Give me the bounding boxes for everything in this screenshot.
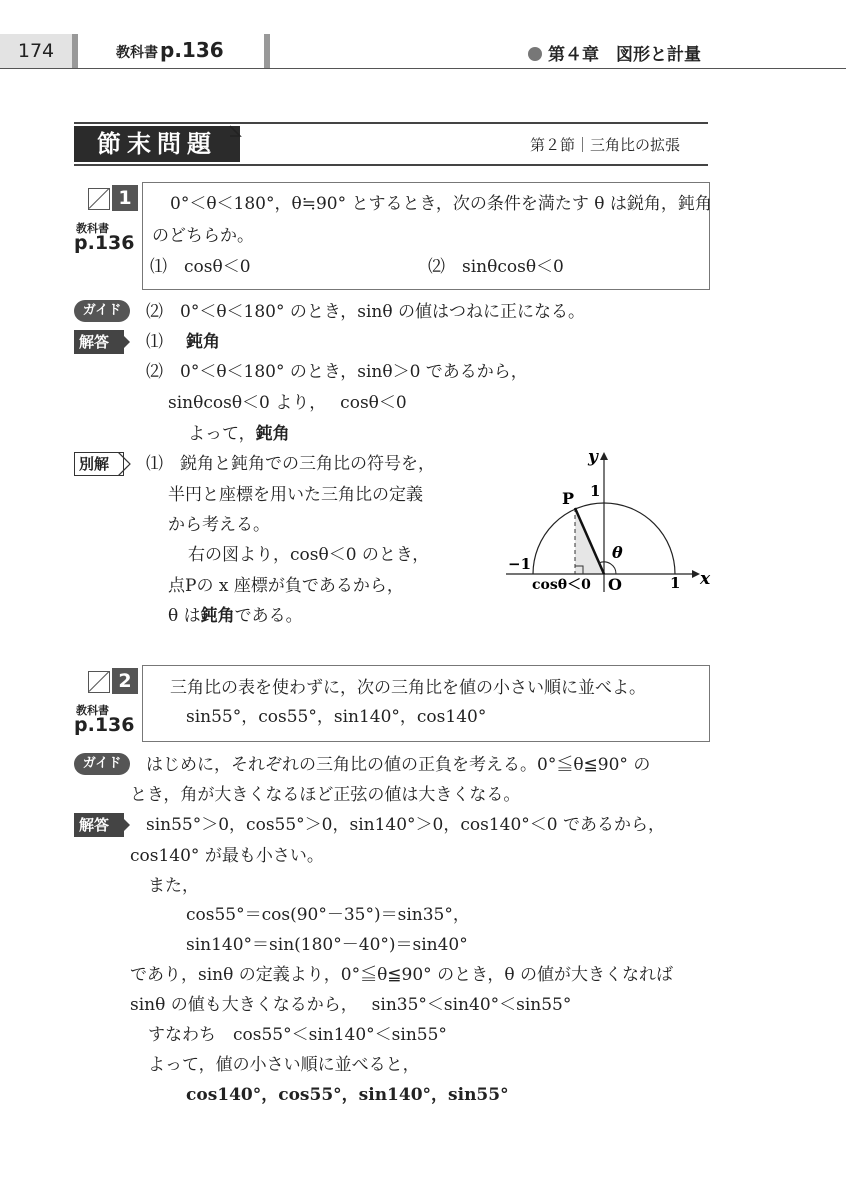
- answer-text: sin55°＞0，cos55°＞0，sin140°＞0，cos140°＜0 であるから，: [146, 815, 666, 835]
- answer-text: cos140° が最も小さい。: [130, 846, 324, 866]
- section-title: 節末問題: [97, 130, 217, 158]
- question-item: ⑵ sinθcosθ＜0: [428, 257, 564, 277]
- bullet-icon: [528, 47, 542, 61]
- question-text: のどちらか。: [152, 226, 254, 246]
- alt-text: ⑴ 鋭角と鈍角での三角比の符号を，: [146, 454, 435, 474]
- answer-text: ⑵ 0°＜θ＜180° のとき，sinθ＞0 であるから，: [146, 362, 528, 382]
- answer-text: また，: [148, 876, 199, 896]
- answer-text: sinθcosθ＜0 より， cosθ＜0: [168, 393, 407, 413]
- question-text: 三角比の表を使わずに，次の三角比を値の小さい順に並べよ。: [170, 678, 646, 698]
- header-divider: [264, 34, 270, 68]
- guide-text: はじめに，それぞれの三角比の値の正負を考える。0°≦θ≦90° の: [146, 755, 651, 775]
- answer-text: すなわち cos55°＜sin140°＜sin55°: [148, 1025, 447, 1045]
- section-title-box: [74, 126, 240, 162]
- checkbox-icon: [88, 188, 110, 210]
- section-rule-bottom: [74, 164, 708, 166]
- guide-badge: ガイド: [74, 300, 130, 322]
- unit-semicircle-figure: [500, 446, 714, 596]
- alt-text: 半円と座標を用いた三角比の定義: [168, 485, 423, 505]
- label-one-top: 1: [590, 482, 601, 500]
- problem-number: 2: [112, 668, 138, 694]
- label-theta: θ: [612, 543, 623, 562]
- label-origin: O: [608, 575, 622, 594]
- label-p: P: [562, 489, 575, 508]
- answer-text: であり，sinθ の定義より，0°≦θ≦90° のとき，θ の値が大きくなれば: [130, 965, 674, 985]
- arrow-icon: [118, 813, 132, 837]
- answer-text: 鈍角: [186, 332, 220, 352]
- problem-2-box: [142, 665, 710, 742]
- answer-number: ⑴: [146, 332, 163, 352]
- section-rule-top: [74, 122, 708, 124]
- final-answer: cos140°，cos55°，sin140°，sin55°: [186, 1085, 509, 1105]
- x-axis-arrow-icon: [692, 570, 700, 578]
- answer-badge: 解答: [74, 330, 124, 354]
- alt-solution-badge: 別解: [74, 452, 124, 476]
- section-subtitle: 第２節｜三角比の拡張: [530, 136, 681, 154]
- page-number-box: [0, 34, 72, 68]
- textbook-page-ref: p.136: [160, 38, 224, 62]
- guide-text: とき，角が大きくなるほど正弦の値は大きくなる。: [130, 785, 521, 805]
- label-neg-one: −1: [508, 555, 532, 573]
- question-text: sin55°，cos55°，sin140°，cos140°: [186, 707, 487, 727]
- guide-badge: ガイド: [74, 753, 130, 775]
- textbook-label: 教科書: [76, 222, 109, 235]
- page-number: 174: [17, 40, 55, 62]
- label-cos-negative: cosθ＜0: [532, 577, 591, 593]
- textbook-page-ref: p.136: [74, 232, 135, 254]
- alt-text: 右の図より，cosθ＜0 のとき，: [188, 545, 430, 565]
- answer-text: よって，鈍角: [188, 424, 290, 444]
- x-axis-label: x: [700, 569, 711, 589]
- alt-text: θ は鈍角である。: [168, 606, 303, 626]
- y-axis-label: y: [588, 447, 598, 467]
- answer-text: よって，値の小さい順に並べると，: [148, 1055, 420, 1075]
- question-text: 0°＜θ＜180°，θ≒90° とするとき，次の条件を満たす θ は鋭角，鈍角: [170, 194, 712, 214]
- chapter-title: 第４章 図形と計量: [528, 40, 701, 65]
- alt-text: から考える。: [168, 515, 270, 535]
- answer-badge: 解答: [74, 813, 124, 837]
- answer-text: cos55°＝cos(90°－35°)＝sin35°，: [186, 905, 470, 925]
- header-divider: [72, 34, 78, 68]
- answer-text: sin140°＝sin(180°－40°)＝sin40°: [186, 935, 468, 955]
- checkbox-icon: [88, 671, 110, 693]
- arrow-icon: [118, 330, 132, 354]
- arrow-icon: [118, 452, 132, 476]
- alt-text: 点Pの x 座標が負であるから，: [168, 576, 404, 596]
- textbook-page-ref: p.136: [74, 714, 135, 736]
- textbook-label: 教科書: [116, 45, 158, 61]
- question-item: ⑴ cosθ＜0: [150, 257, 251, 277]
- y-axis-arrow-icon: [600, 452, 608, 460]
- guide-text: ⑵ 0°＜θ＜180° のとき，sinθ の値はつねに正になる。: [146, 302, 585, 322]
- problem-number: 1: [112, 185, 138, 211]
- header-rule: [0, 68, 846, 69]
- corner-mark-icon: [228, 124, 242, 138]
- answer-text: sinθ の値も大きくなるから， sin35°＜sin40°＜sin55°: [130, 995, 572, 1015]
- textbook-label: 教科書: [76, 704, 109, 717]
- label-one-right: 1: [670, 574, 681, 592]
